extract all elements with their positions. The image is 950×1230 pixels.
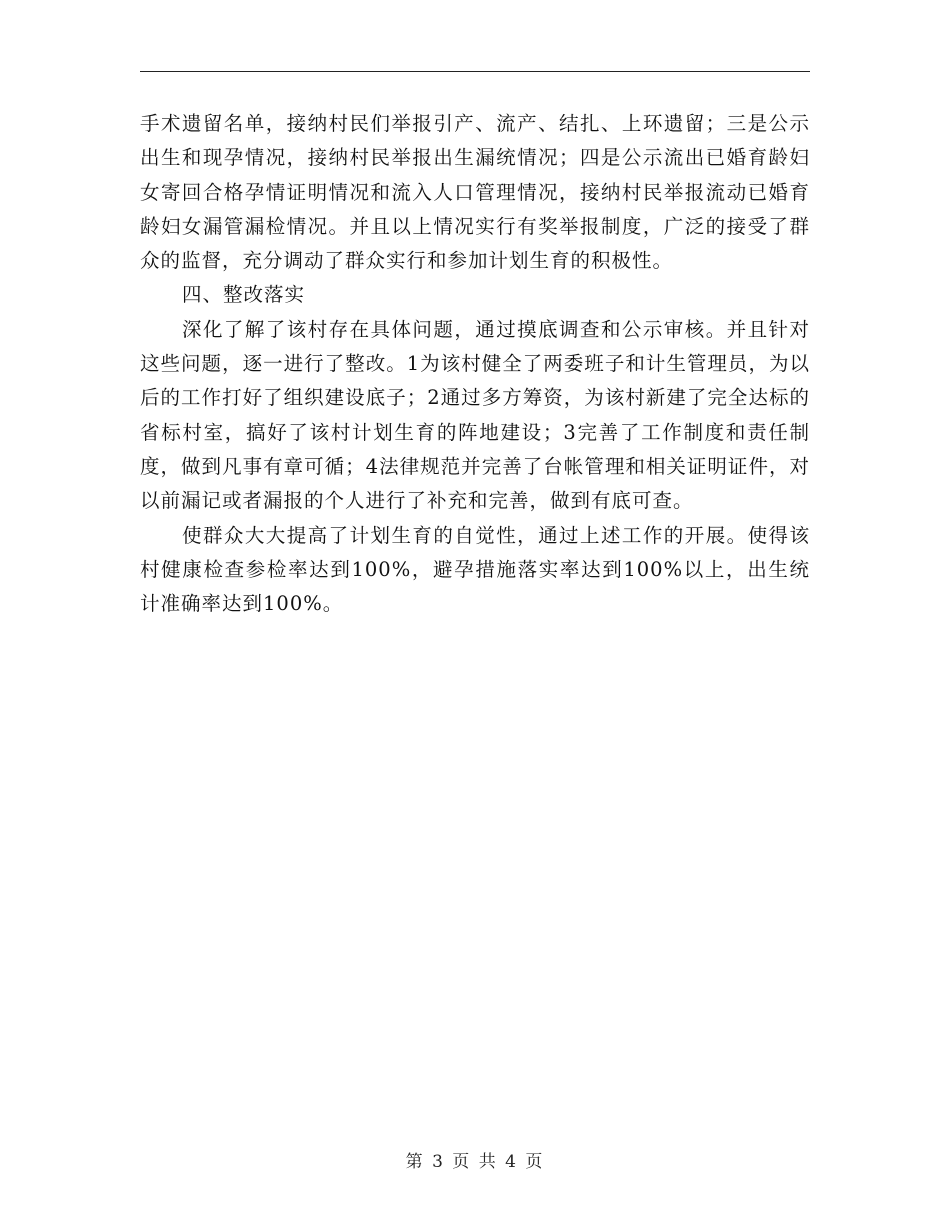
paragraph-continuation: 手术遗留名单，接纳村民们举报引产、流产、结扎、上环遗留；三是公示出生和现孕情况，接纳村民举报出生漏统情况；四是公示流出已婚育龄妇女寄回合格孕情证明情况和流入人口管理情况，接纳村民举报流动已婚育龄妇女漏管漏检情况。并且以上情况实行有奖举报制度，广泛的接受了群众的监督，充分调动了群众实行和参加计划生育的积极性。 [140,112,810,273]
paragraph-results: 使群众大大提高了计划生育的自觉性，通过上述工作的开展。使得该村健康检查参检率达到100%，避孕措施落实率达到100%以上，出生统计准确率达到100%。 [140,523,810,616]
section-heading: 四、整改落实 [182,283,306,307]
paragraph-rectification: 深化了解了该村存在具体问题，通过摸底调查和公示审核。并且针对这些问题，逐一进行了整改。1为该村健全了两委班子和计生管理员，为以后的工作打好了组织建设底子；2通过多方筹资，为该村新建了完全达标的省标村室，搞好了该村计划生育的阵地建设；3完善了工作制度和责任制度，做到凡事有章可循；4法律规范并完善了台帐管理和相关证明证件，对以前漏记或者漏报的个人进行了补充和完善，做到有底可查。 [140,317,810,513]
document-body [140,107,810,621]
header-rule [140,71,810,72]
page-number-footer: 第 3 页 共 4 页 [405,1152,545,1172]
